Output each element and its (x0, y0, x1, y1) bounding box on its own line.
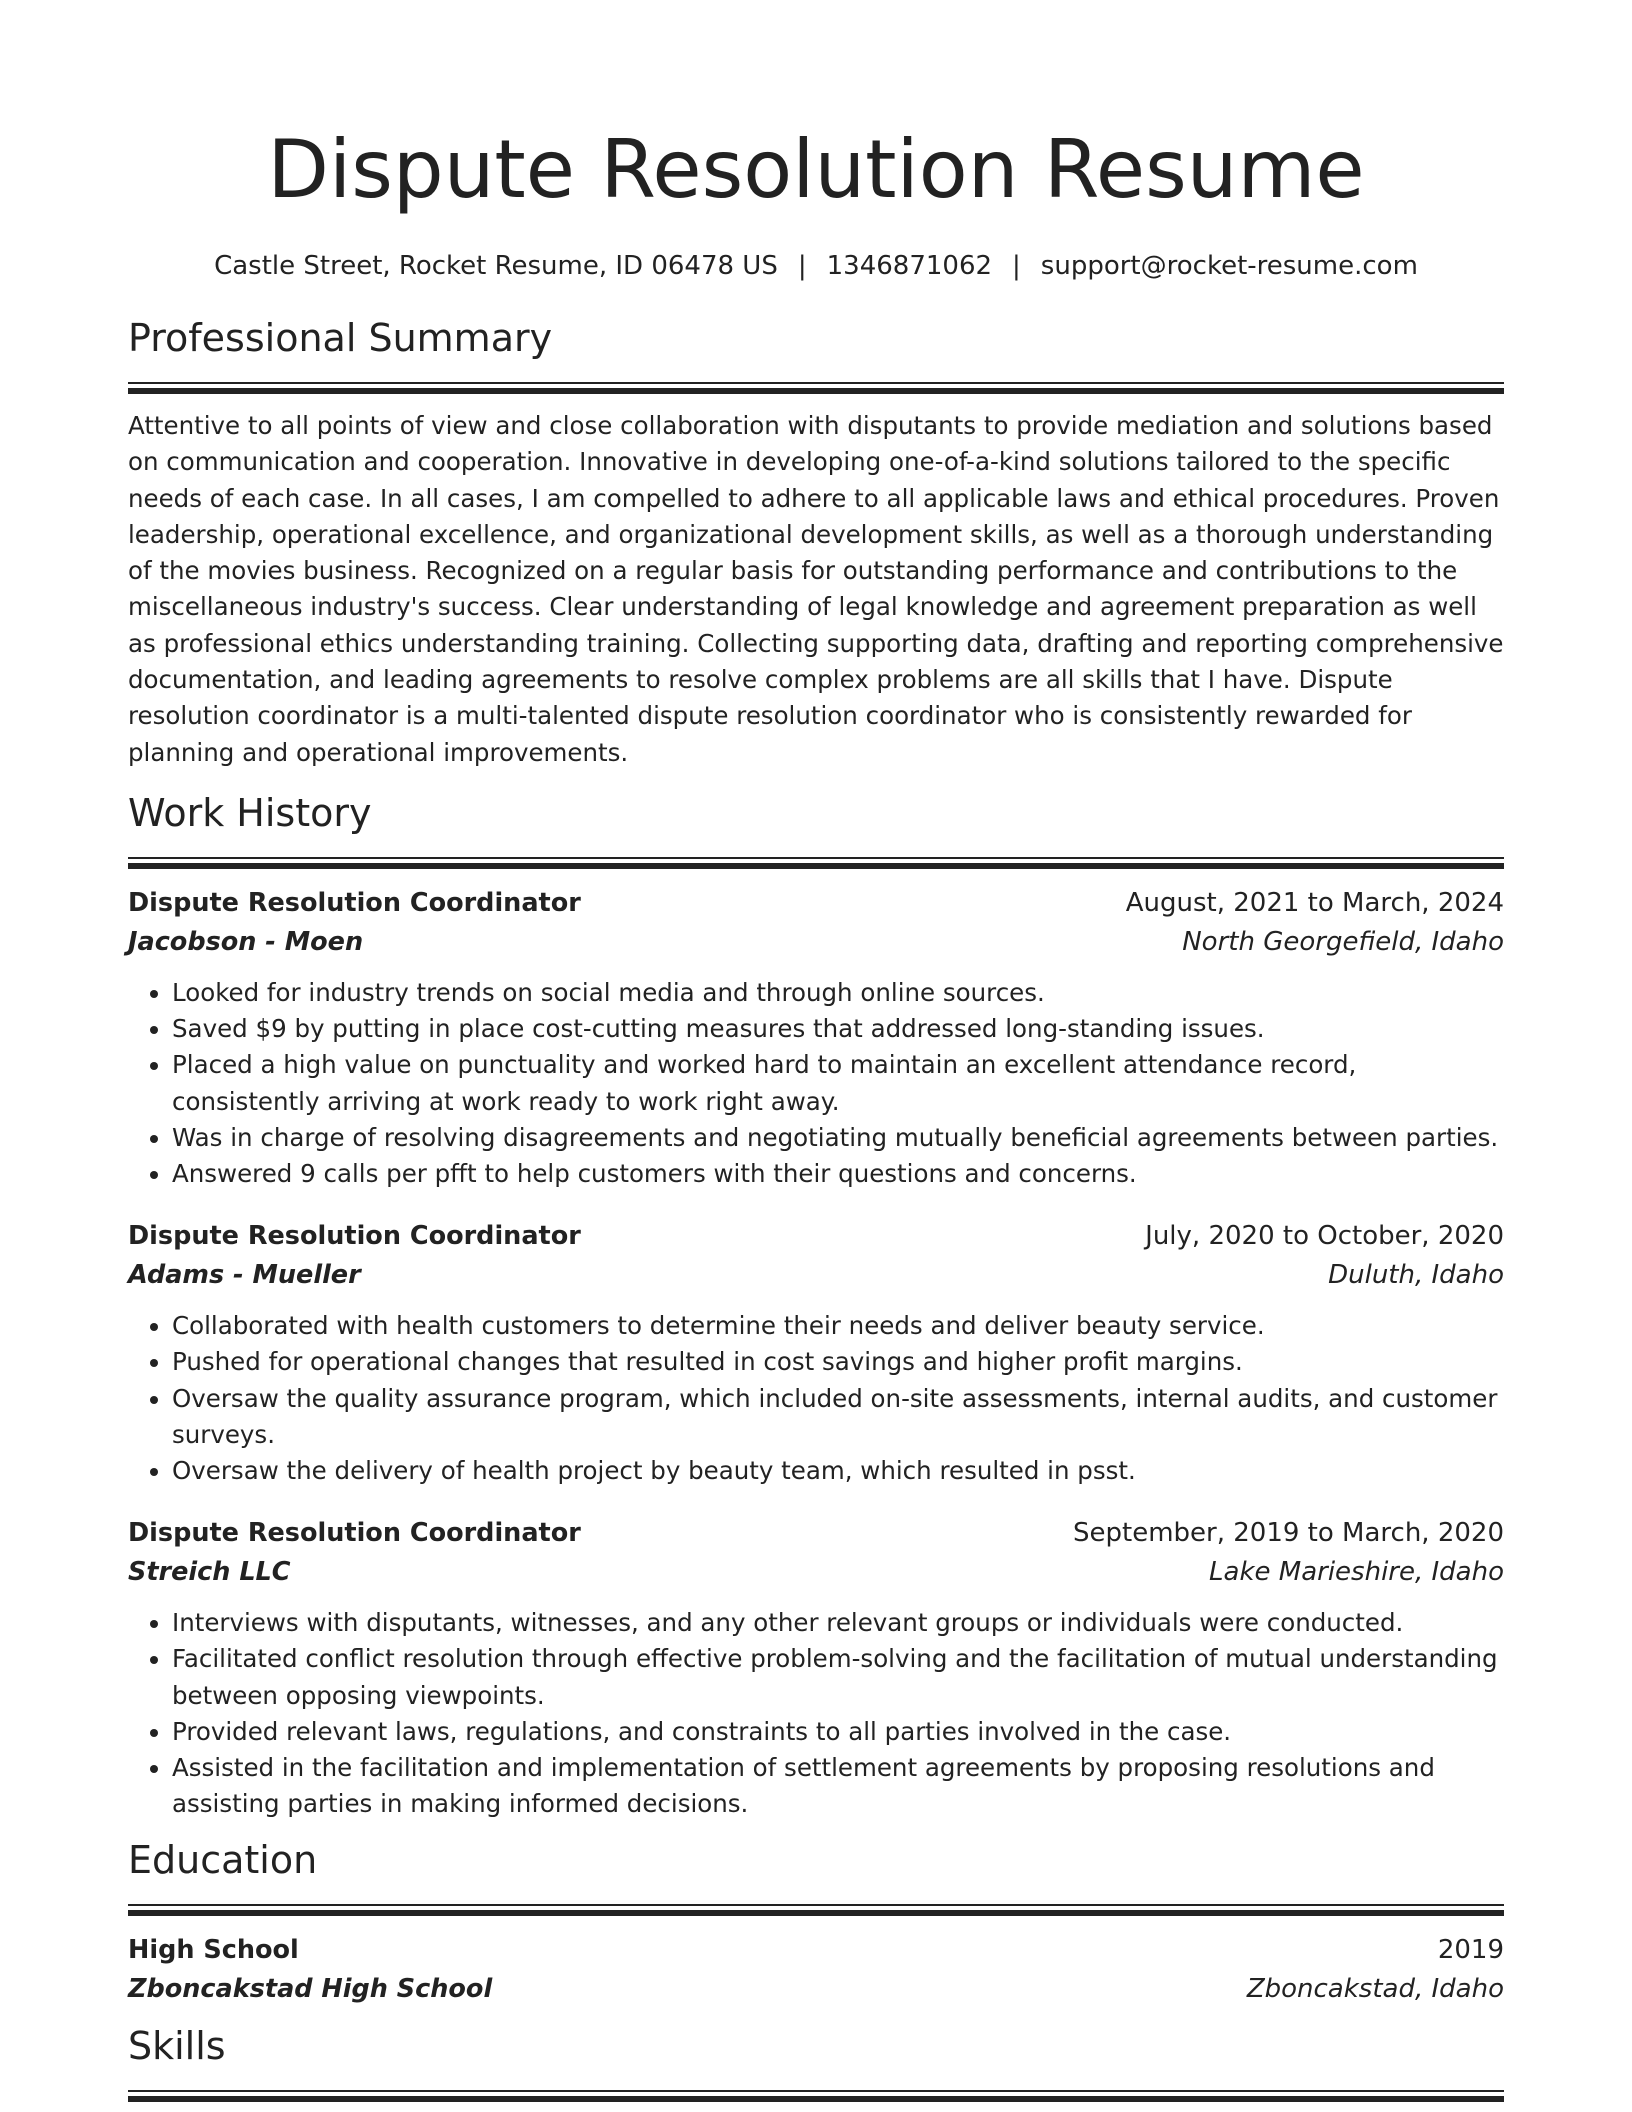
section-title-skills: Skills (128, 2024, 226, 2069)
job-bullet: • Provided relevant laws, regulations, and constraints to all parties involved in the case. (172, 1714, 1504, 1750)
school-location: Zboncakstad, Idaho (1246, 1974, 1504, 2005)
address: Castle Street, Rocket Resume, ID 06478 US (214, 251, 778, 281)
job-bullet: • Placed a high value on punctuality and worked hard to maintain an excellent attendance record, consistently arriving at work ready to work right away. (172, 1047, 1504, 1119)
contact-separator: | (1012, 251, 1021, 281)
job-title: Dispute Resolution Coordinator (128, 1221, 581, 1252)
job-location: Lake Marieshire, Idaho (1209, 1557, 1504, 1588)
resume-title: Dispute Resolution Resume (267, 123, 1365, 216)
phone: 1346871062 (826, 251, 993, 281)
section-divider (128, 382, 1504, 394)
section-divider (128, 857, 1504, 869)
job-header-row (128, 883, 1504, 923)
job-bullets (128, 975, 1504, 1192)
contact-line (128, 248, 1504, 284)
graduation-year: 2019 (1437, 1935, 1504, 1966)
job-bullet: • Looked for industry trends on social media and through online sources. (172, 975, 1504, 1011)
job-dates: September, 2019 to March, 2020 (1073, 1518, 1504, 1549)
education-school-row (128, 1970, 1504, 2008)
job-location: Duluth, Idaho (1328, 1260, 1504, 1291)
section-divider (128, 2090, 1504, 2102)
job-bullet: • Saved $9 by putting in place cost-cutting measures that addressed long-standing issues. (172, 1011, 1504, 1047)
job-entry (128, 1513, 1504, 1822)
section-divider (128, 1904, 1504, 1916)
job-bullet: • Interviews with disputants, witnesses, and any other relevant groups or individuals were conducted. (172, 1605, 1504, 1641)
degree: High School (128, 1935, 299, 1966)
section-title-summary: Professional Summary (128, 316, 553, 360)
job-dates: August, 2021 to March, 2024 (1125, 887, 1504, 918)
job-bullets (128, 1605, 1504, 1822)
job-header-row (128, 1216, 1504, 1256)
job-bullet: • Collaborated with health customers to determine their needs and deliver beauty service. (172, 1308, 1504, 1344)
job-bullet: • Oversaw the delivery of health project by beauty team, which resulted in psst. (172, 1453, 1504, 1489)
job-bullet: • Was in charge of resolving disagreements and negotiating mutually beneficial agreements between parties. (172, 1120, 1504, 1156)
job-bullets (128, 1308, 1504, 1489)
job-location: North Georgefield, Idaho (1182, 926, 1504, 957)
skills-section (128, 2022, 1504, 2102)
school-name: Zboncakstad High School (128, 1974, 493, 2005)
job-bullet: • Facilitated conflict resolution through effective problem-solving and the facilitation of mutual understanding between opposing viewpoints. (172, 1641, 1504, 1713)
job-entry (128, 883, 1504, 1192)
job-bullet: • Assisted in the facilitation and implementation of settlement agreements by proposing resolutions and assisting parties in making informed decisions. (172, 1750, 1504, 1822)
work-history-section (128, 789, 1504, 1822)
section-title-work-history: Work History (128, 790, 372, 835)
job-entry (128, 1216, 1504, 1489)
job-dates: July, 2020 to October, 2020 (1145, 1221, 1504, 1252)
job-bullet: • Answered 9 calls per pfft to help customers with their questions and concerns. (172, 1156, 1504, 1192)
email: support@rocket-resume.com (1040, 251, 1418, 281)
job-bullet: • Pushed for operational changes that resulted in cost savings and higher profit margins. (172, 1344, 1504, 1380)
section-title-education: Education (128, 1838, 318, 1883)
company-name: Adams - Mueller (128, 1260, 361, 1291)
education-header-row (128, 1930, 1504, 1970)
job-bullet: • Oversaw the quality assurance program, which included on-site assessments, internal audits, and customer surveys. (172, 1381, 1504, 1453)
job-title: Dispute Resolution Coordinator (128, 1518, 581, 1549)
education-section (128, 1836, 1504, 2008)
job-title: Dispute Resolution Coordinator (128, 887, 581, 918)
summary-paragraph: Attentive to all points of view and close collaboration with disputants to provide mediation and solutions based on communication and cooperation. Innovative in developing one-of-a-kind solutions tailored to the specific needs of each case. In all cases, I am compelled to adhere to all applicable laws and ethical procedures. Proven leadership, operational excellence, and organizational development skills, as well as a thorough understanding of the movies business. Recognized on a regular basis for outstanding performance and contributions to the miscellaneous industry's success. Clear understanding of legal knowledge and agreement preparation as well as professional ethics understanding training. Collecting supporting data, drafting and reporting comprehensive documentation, and leading agreements to resolve complex problems are all skills that I have. Dispute resolution coordinator is a multi-talented dispute resolution coordinator who is consistently rewarded for planning and operational improvements. (128, 411, 1504, 767)
job-company-row (128, 1256, 1504, 1294)
job-header-row (128, 1513, 1504, 1553)
contact-separator: | (797, 251, 807, 281)
summary-section (128, 314, 1504, 771)
company-name: Jacobson - Moen (128, 926, 364, 957)
company-name: Streich LLC (128, 1557, 291, 1588)
job-company-row (128, 1553, 1504, 1591)
job-company-row (128, 923, 1504, 961)
